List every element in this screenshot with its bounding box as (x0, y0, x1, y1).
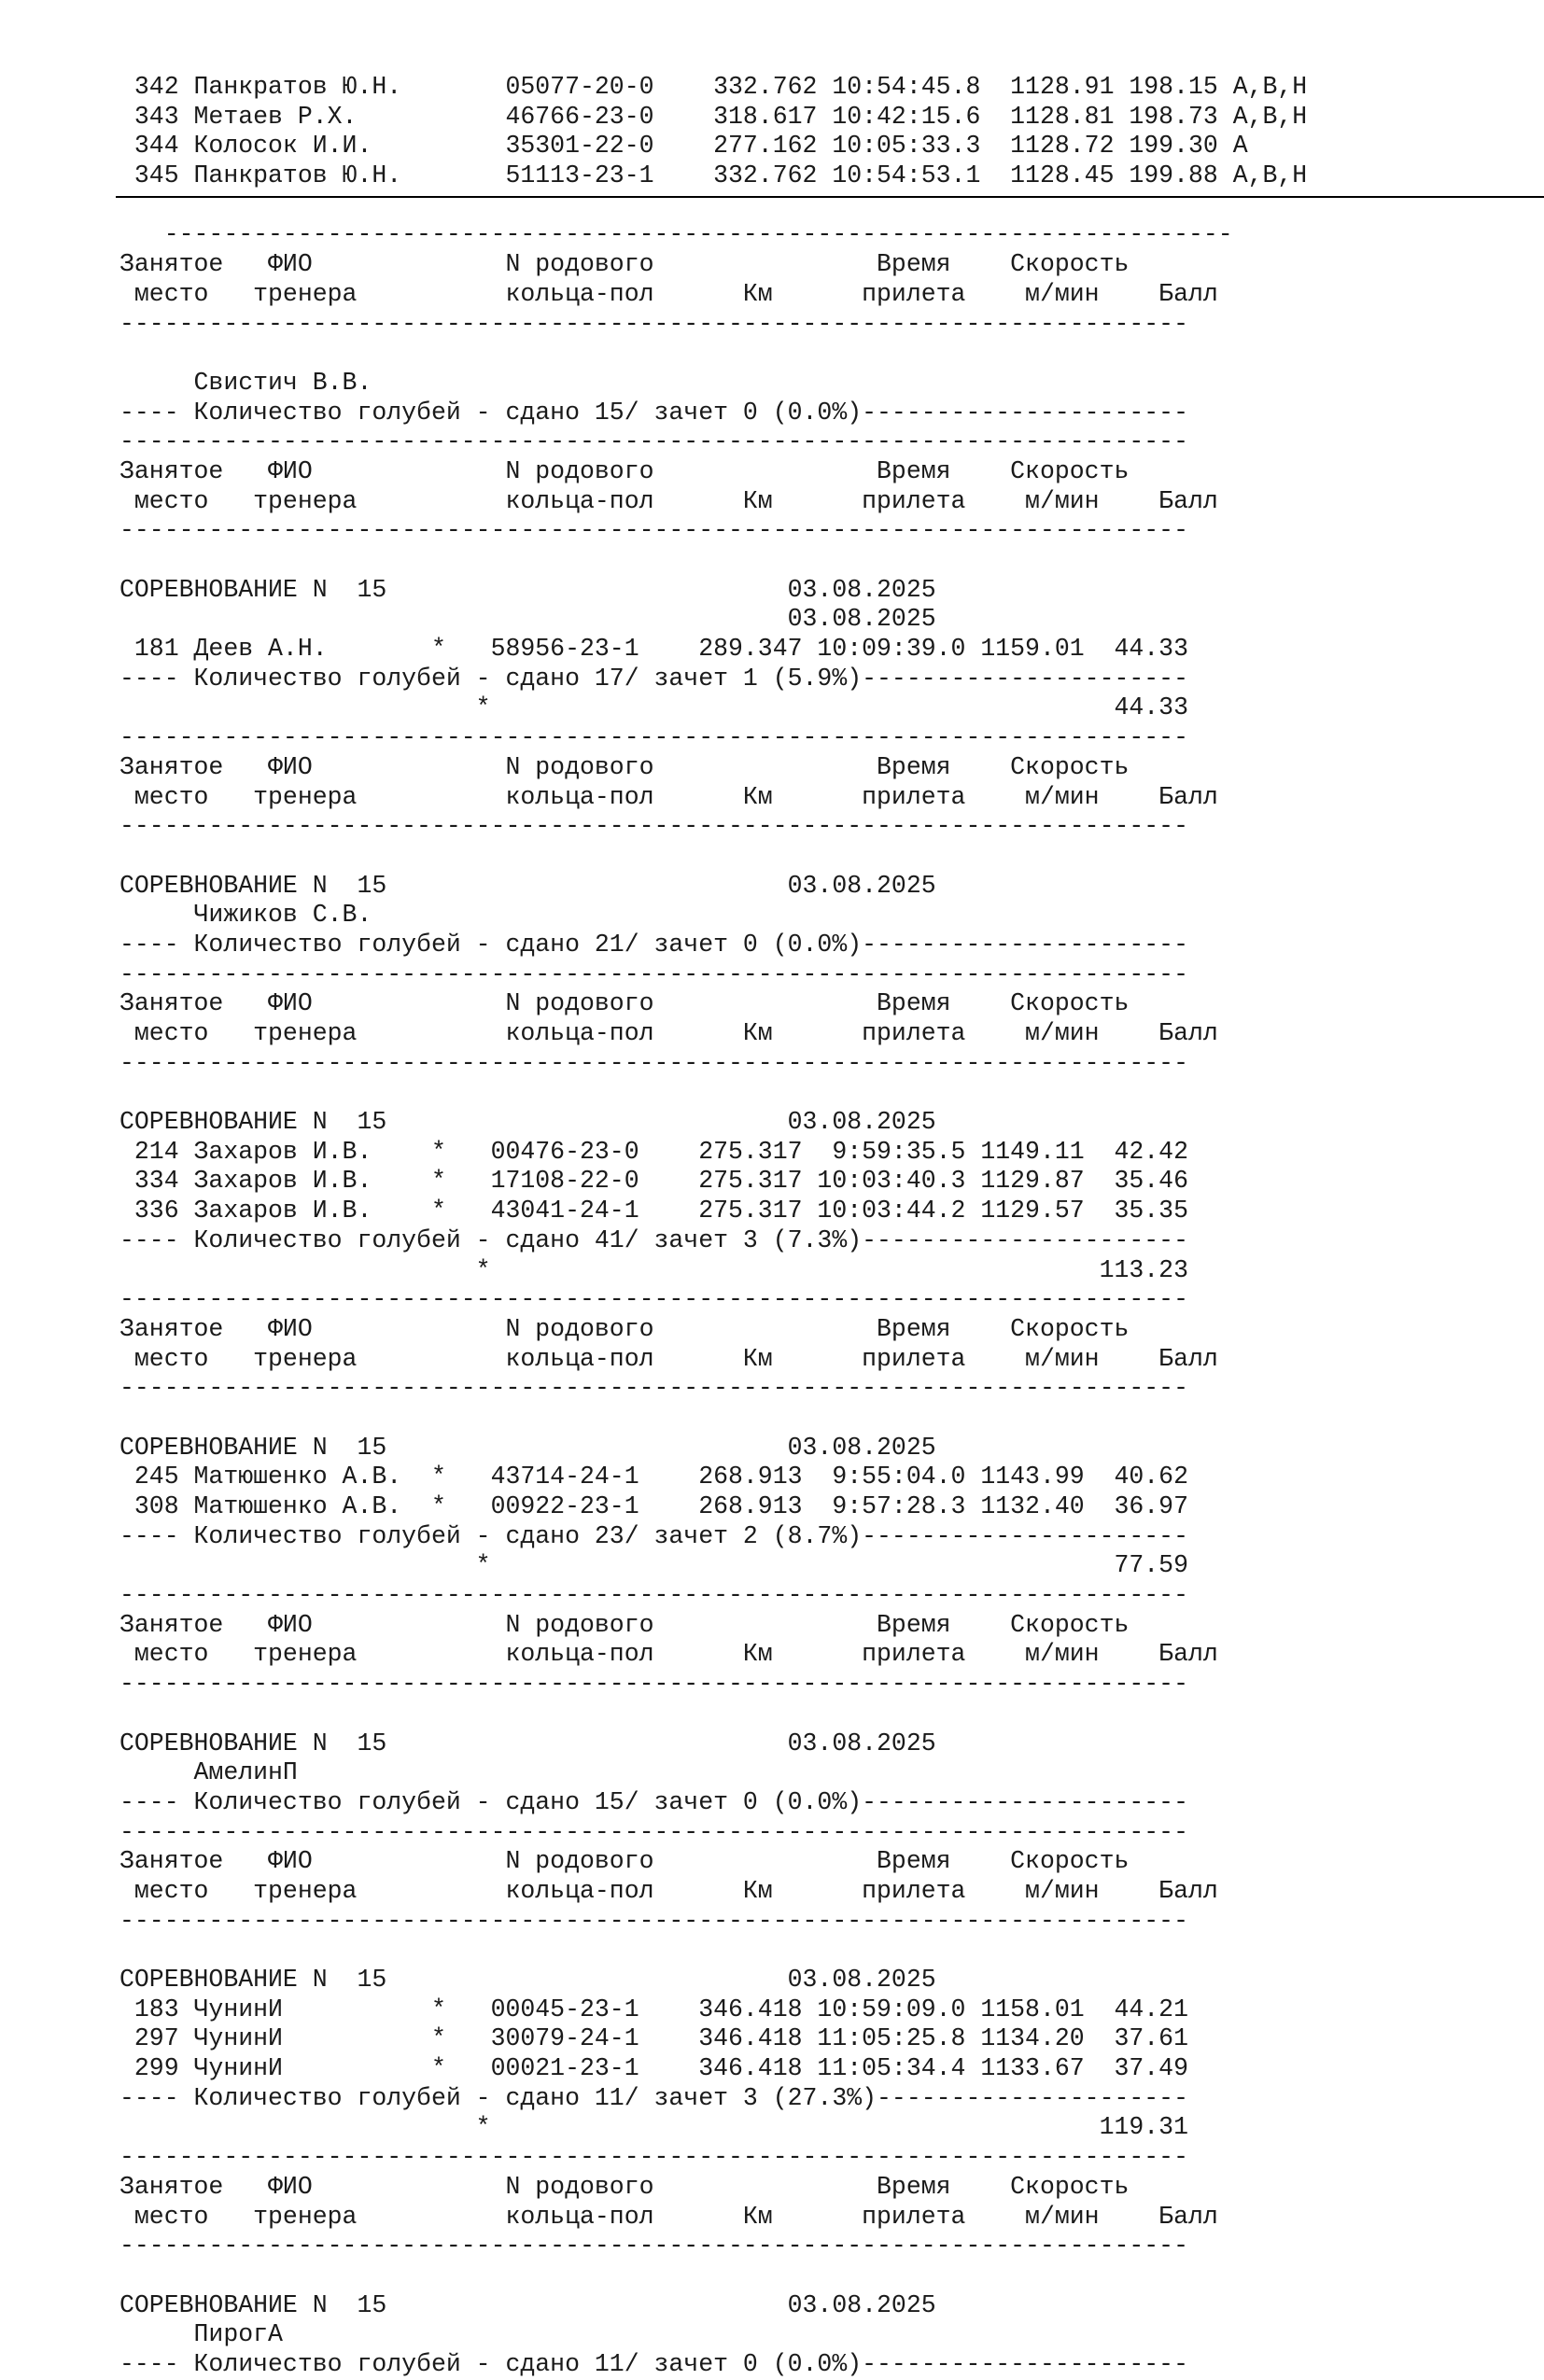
separator-line: ------------------------------------------------------------------------ (119, 1670, 1188, 1699)
competition-header: СОРЕВНОВАНИЕ N 15 03.08.2025 (119, 2290, 936, 2319)
result-row: 245 Матюшенко А.В. * 43714-24-1 268.913 9:55:04.0 1143.99 40.62 (119, 1463, 1188, 1491)
pigeon-count-summary: ---- Количество голубей - сдано 21/ зачет 0 (0.0%)---------------------- (119, 930, 1188, 959)
competition-header: СОРЕВНОВАНИЕ N 15 03.08.2025 (119, 1966, 936, 1994)
trainer-name: АмелинП (119, 1758, 298, 1787)
column-header-line-1: Занятое ФИО N родового Время Скорость (119, 1314, 1130, 1343)
separator-line: ------------------------------------------------------------------------ (119, 516, 1188, 545)
column-header-line-2: место тренера кольца-пол Км прилета м/мин Балл (119, 1640, 1218, 1669)
result-row: 344 Колосок И.И. 35301-22-0 277.162 10:05:33.3 1128.72 199.30 А (119, 132, 1248, 161)
result-row: 336 Захаров И.В. * 43041-24-1 275.317 10:03:44.2 1129.57 35.35 (119, 1197, 1188, 1225)
separator-line: ------------------------------------------------------------------------ (119, 723, 1188, 752)
results-document (119, 73, 1307, 2380)
blank-line (119, 842, 1307, 872)
result-row: 342 Панкратов Ю.Н. 05077-20-0 332.762 10:54:45.8 1128.91 198.15 А,В,Н (119, 73, 1308, 101)
blank-line (119, 1936, 1307, 1966)
pigeon-count-summary: ---- Количество голубей - сдано 15/ зачет 0 (0.0%)---------------------- (119, 398, 1188, 427)
separator-line: ------------------------------------------------------------------------ (119, 1817, 1188, 1846)
total-score: * 119.31 (119, 2113, 1188, 2142)
blank-line (119, 191, 1307, 221)
total-score: * 77.59 (119, 1551, 1188, 1580)
total-score: * 44.33 (119, 693, 1188, 722)
result-row: 183 ЧунинИ * 00045-23-1 346.418 10:59:09.0 1158.01 44.21 (119, 1995, 1188, 2023)
competition-header: СОРЕВНОВАНИЕ N 15 03.08.2025 (119, 575, 936, 604)
competition-header: СОРЕВНОВАНИЕ N 15 03.08.2025 (119, 1729, 936, 1757)
blank-line (119, 1404, 1307, 1434)
separator-line: ------------------------------------------------------------------------ (119, 1374, 1188, 1403)
column-header-line-2: место тренера кольца-пол Км прилета м/мин Балл (119, 1344, 1218, 1373)
pigeon-count-summary: ---- Количество голубей - сдано 41/ зачет 3 (7.3%)---------------------- (119, 1225, 1188, 1254)
column-header-line-1: Занятое ФИО N родового Время Скорость (119, 989, 1130, 1018)
column-header-line-2: место тренера кольца-пол Км прилета м/мин Балл (119, 486, 1218, 515)
column-header-line-2: место тренера кольца-пол Км прилета м/мин Балл (119, 279, 1218, 308)
result-row: 343 Метаев Р.Х. 46766-23-0 318.617 10:42:15.6 1128.81 198.73 А,В,Н (119, 102, 1308, 131)
column-header-line-2: место тренера кольца-пол Км прилета м/мин Балл (119, 1019, 1218, 1047)
competition-header: СОРЕВНОВАНИЕ N 15 03.08.2025 (119, 1108, 936, 1137)
separator-line: ------------------------------------------------------------------------ (119, 1906, 1188, 1935)
separator-line: ------------------------------------------------------------------------ (119, 1048, 1188, 1077)
separator-line: ------------------------------------------------------------------------ (119, 2232, 1188, 2261)
column-header-line-2: место тренера кольца-пол Км прилета м/мин Балл (119, 2202, 1218, 2231)
result-row: 181 Деев А.Н. * 58956-23-1 289.347 10:09:39.0 1159.01 44.33 (119, 635, 1188, 664)
separator-line: ------------------------------------------------------------------------ (119, 812, 1188, 841)
column-header-line-2: место тренера кольца-пол Км прилета м/мин Балл (119, 1876, 1218, 1905)
trainer-name: Чижиков С.В. (119, 901, 372, 930)
blank-line (119, 339, 1307, 369)
trainer-name: Свистич В.В. (119, 368, 372, 397)
result-row: 334 Захаров И.В. * 17108-22-0 275.317 10:03:40.3 1129.87 35.46 (119, 1167, 1188, 1196)
total-score: * 113.23 (119, 1255, 1188, 1284)
separator-line: ------------------------------------------------------------------------ (119, 309, 1188, 338)
pigeon-count-summary: ---- Количество голубей - сдано 17/ зачет 1 (5.9%)---------------------- (119, 664, 1188, 693)
result-row: 345 Панкратов Ю.Н. 51113-23-1 332.762 10:54:53.1 1128.45 199.88 А,В,Н (119, 161, 1308, 190)
separator-line: ------------------------------------------------------------------------ (119, 1581, 1188, 1610)
competition-date: 03.08.2025 (119, 605, 936, 634)
result-row: 308 Матюшенко А.В. * 00922-23-1 268.913 9:57:28.3 1132.40 36.97 (119, 1492, 1188, 1520)
pigeon-count-summary: ---- Количество голубей - сдано 23/ зачет 2 (8.7%)---------------------- (119, 1521, 1188, 1550)
column-header-line-1: Занятое ФИО N родового Время Скорость (119, 250, 1130, 279)
separator-line: ------------------------------------------------------------------------ (119, 427, 1188, 456)
competition-header: СОРЕВНОВАНИЕ N 15 03.08.2025 (119, 871, 936, 900)
column-header-line-1: Занятое ФИО N родового Время Скорость (119, 2172, 1130, 2201)
pigeon-count-summary: ---- Количество голубей - сдано 11/ зачет 0 (0.0%)---------------------- (119, 2349, 1188, 2378)
result-row: 297 ЧунинИ * 30079-24-1 346.418 11:05:25.8 1134.20 37.61 (119, 2024, 1188, 2053)
blank-line (119, 546, 1307, 576)
blank-line (119, 1700, 1307, 1729)
separator-line: ------------------------------------------------------------------------ (119, 1285, 1188, 1314)
blank-line (119, 2261, 1307, 2291)
separator-line: ------------------------------------------------------------------------ (119, 959, 1188, 988)
pigeon-count-summary: ---- Количество голубей - сдано 15/ зачет 0 (0.0%)---------------------- (119, 1787, 1188, 1816)
column-header-line-1: Занятое ФИО N родового Время Скорость (119, 752, 1130, 781)
column-header-line-1: Занятое ФИО N родового Время Скорость (119, 1847, 1130, 1876)
competition-header: СОРЕВНОВАНИЕ N 15 03.08.2025 (119, 1433, 936, 1462)
separator-line: ------------------------------------------------------------------------ (119, 2143, 1188, 2172)
trainer-name: ПирогА (119, 2320, 283, 2349)
result-row: 299 ЧунинИ * 00021-23-1 346.418 11:05:34.4 1133.67 37.49 (119, 2054, 1188, 2083)
separator-line: ------------------------------------------------------------------------ (119, 220, 1233, 249)
column-header-line-1: Занятое ФИО N родового Время Скорость (119, 1610, 1130, 1639)
column-header-line-1: Занятое ФИО N родового Время Скорость (119, 456, 1130, 485)
column-header-line-2: место тренера кольца-пол Км прилета м/мин Балл (119, 782, 1218, 811)
blank-line (119, 1078, 1307, 1108)
pigeon-count-summary: ---- Количество голубей - сдано 11/ зачет 3 (27.3%)--------------------- (119, 2083, 1188, 2112)
result-row: 214 Захаров И.В. * 00476-23-0 275.317 9:59:35.5 1149.11 42.42 (119, 1137, 1188, 1166)
